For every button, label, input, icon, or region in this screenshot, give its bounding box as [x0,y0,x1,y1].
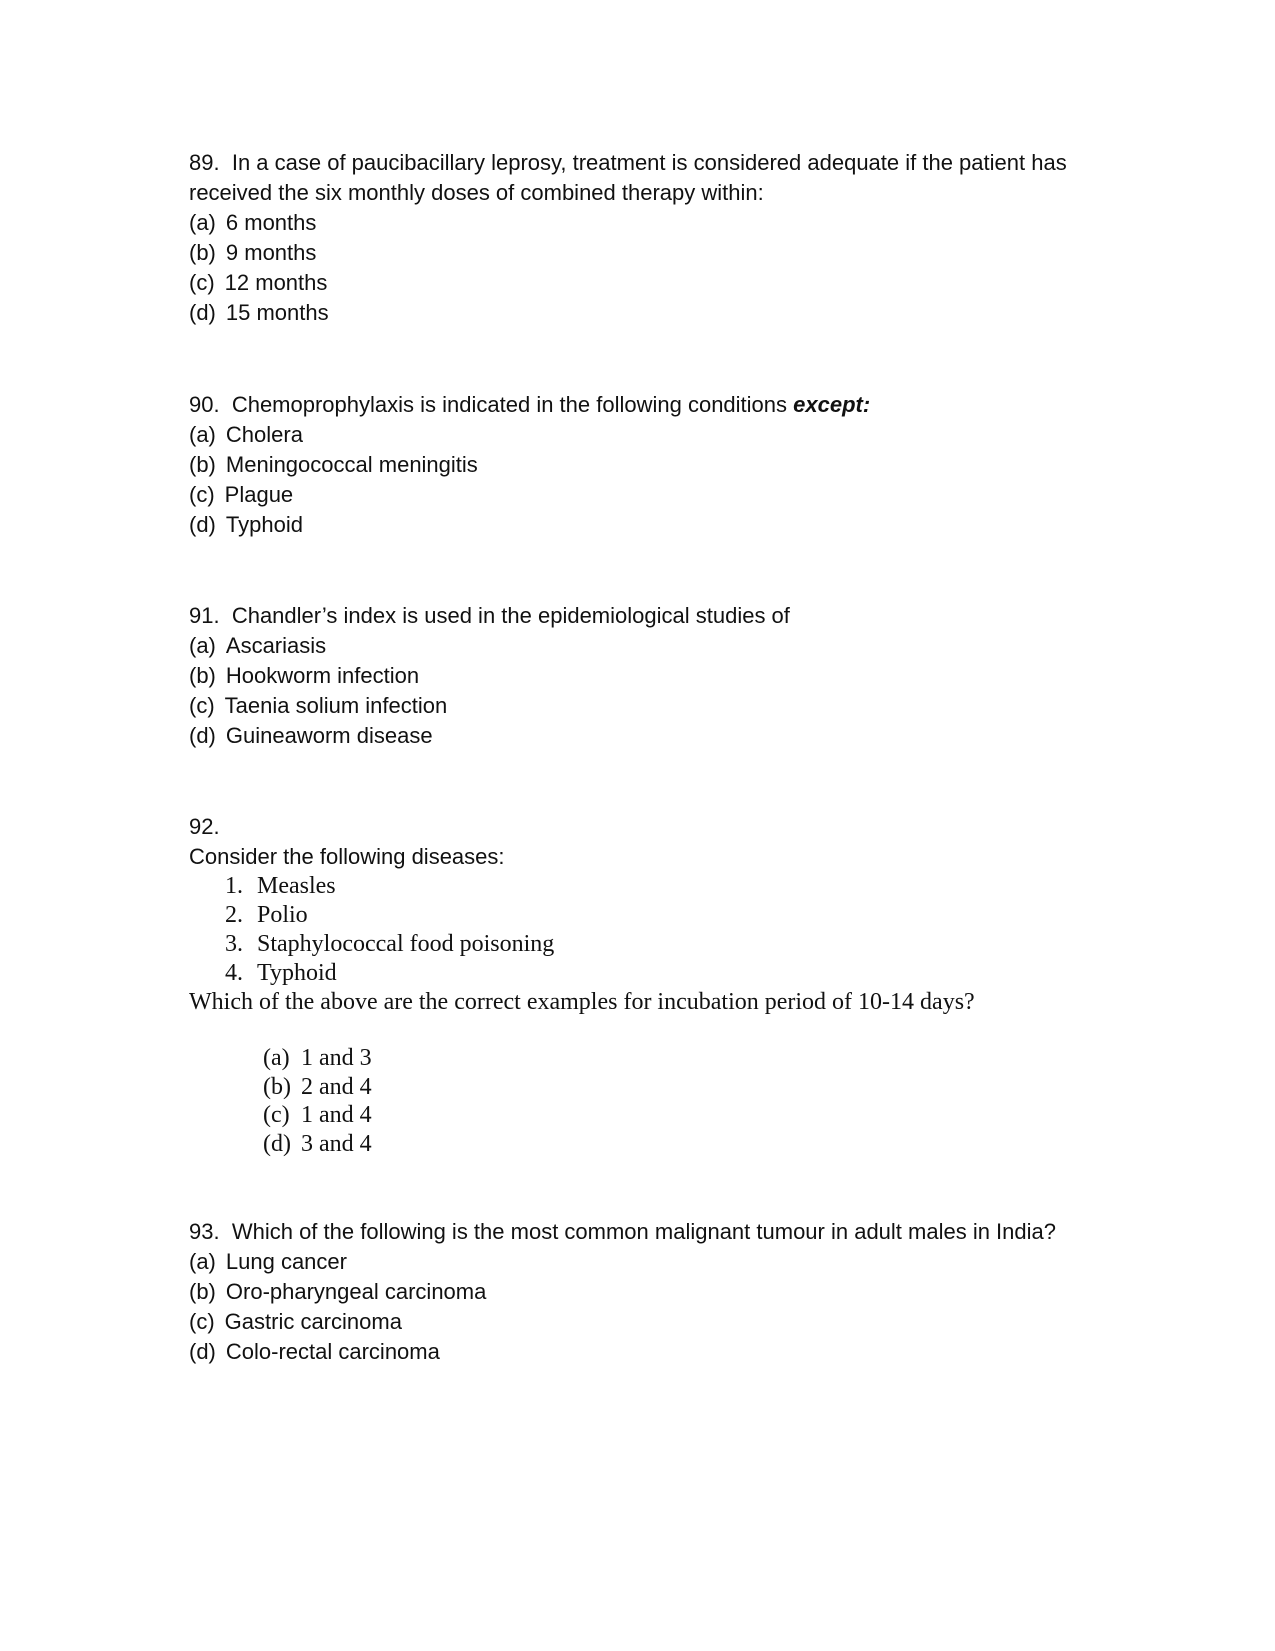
option-label: (c) [189,270,215,295]
question-number: 91. [189,603,220,628]
option-label: (b) [263,1073,291,1100]
question-89 [189,148,1109,328]
option-label: (b) [189,663,216,688]
option-a [189,1247,1109,1277]
option-b [263,1073,1109,1102]
option-label: (c) [189,482,215,507]
list-item-number: 2. [225,902,243,928]
option-c [189,1307,1109,1337]
option-a [189,420,1109,450]
option-label: (a) [189,422,216,447]
option-b [189,661,1109,691]
option-a [189,631,1109,661]
question-intro: Consider the following diseases: [189,844,505,869]
option-text: 2 and 4 [301,1073,372,1100]
option-text: Cholera [225,422,303,447]
option-d [189,298,1109,328]
option-text: Guineaworm disease [225,723,433,748]
question-90 [189,390,1109,540]
option-text: 3 and 4 [301,1130,372,1157]
list-item [225,930,1109,959]
list-item-text: Typhoid [257,960,337,986]
list-item [225,901,1109,930]
option-label: (a) [263,1045,290,1071]
option-c [263,1101,1109,1130]
option-b [189,450,1109,480]
option-label: (a) [189,1249,216,1274]
list-item-number: 3. [225,931,243,957]
question-92 [189,812,1109,1158]
option-label: (a) [189,210,216,235]
question-stem [189,1217,1109,1247]
option-text: 12 months [224,270,328,295]
question-text: Which of the following is the most common malignant tumour in adult males in India? [231,1219,1057,1244]
question-stem [189,601,1109,631]
option-c [189,480,1109,510]
option-label: (d) [189,300,216,325]
option-label: (d) [189,1339,216,1364]
question-number: 90. [189,392,220,417]
option-text: Hookworm infection [225,663,420,688]
option-text: Lung cancer [225,1249,347,1274]
list-item [225,959,1109,988]
option-text: 15 months [225,300,329,325]
option-text: 1 and 3 [301,1045,372,1071]
question-emphasis: except: [793,392,871,417]
option-b [189,238,1109,268]
option-text: 6 months [225,210,317,235]
option-text: Taenia solium infection [224,693,448,718]
list-item-text: Measles [257,873,336,899]
option-text: 1 and 4 [301,1102,372,1128]
option-text: Oro-pharyngeal carcinoma [225,1279,487,1304]
question-number: 93. [189,1219,220,1244]
option-label: (d) [189,723,216,748]
option-d [189,721,1109,751]
option-text: Plague [224,482,294,507]
option-text: Ascariasis [225,633,327,658]
option-text: Colo-rectal carcinoma [225,1339,440,1364]
option-text: 9 months [225,240,317,265]
question-text: Chemoprophylaxis is indicated in the following conditions [231,392,788,417]
option-a [189,208,1109,238]
list-item [225,872,1109,901]
option-text: Gastric carcinoma [224,1309,402,1334]
question-text: In a case of paucibacillary leprosy, treatment is considered adequate if the patient has received the six monthly doses of combined therapy within: [189,150,1067,205]
option-text: Meningococcal meningitis [225,452,478,477]
option-b [189,1277,1109,1307]
option-c [189,691,1109,721]
option-d [189,1337,1109,1367]
option-label: (b) [189,1279,216,1304]
list-item-number: 4. [225,960,243,986]
question-93 [189,1217,1109,1367]
option-label: (c) [189,693,215,718]
option-label: (c) [263,1102,290,1128]
option-label: (d) [263,1130,291,1157]
option-label: (b) [189,452,216,477]
question-number: 89. [189,150,220,175]
option-label: (b) [189,240,216,265]
disease-list [189,872,1109,988]
option-c [189,268,1109,298]
option-d [189,510,1109,540]
option-text: Typhoid [225,512,303,537]
list-item-text: Staphylococcal food poisoning [257,931,555,957]
list-item-number: 1. [225,873,243,899]
question-text: Which of the above are the correct examples for incubation period of 10-14 days? [189,989,975,1015]
option-label: (a) [189,633,216,658]
option-d [263,1130,1109,1159]
question-text: Chandler’s index is used in the epidemiological studies of [231,603,790,628]
option-list [263,1044,1109,1158]
list-item-text: Polio [257,902,308,928]
option-a [263,1044,1109,1073]
question-stem [189,148,1109,208]
question-stem [189,390,1109,420]
question-91 [189,601,1109,751]
question-number: 92. [189,814,220,839]
option-label: (d) [189,512,216,537]
option-label: (c) [189,1309,215,1334]
